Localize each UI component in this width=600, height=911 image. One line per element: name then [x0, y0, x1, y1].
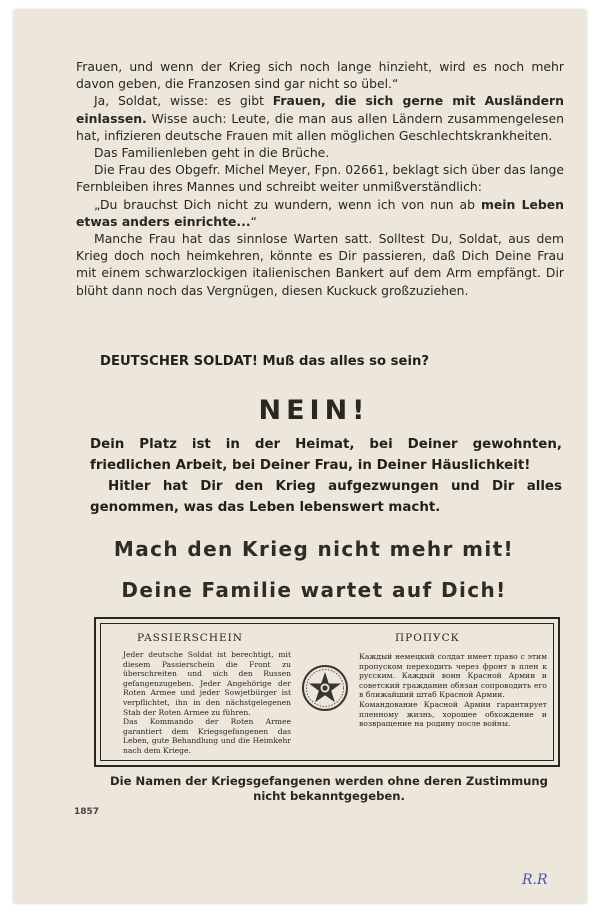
pass-title-russian: ПРОПУСК [395, 632, 460, 644]
quoted-letter: „Du brauchst Dich nicht zu wundern, wenn ich von nun ab mein Leben etwas anders einrichte...“ [76, 196, 564, 229]
slogan-krieg: Mach den Krieg nicht mehr mit! [113, 537, 515, 561]
red-army-emblem-icon [301, 664, 349, 712]
emphasis-leben: mein Leben etwas anders einrichte... [76, 196, 564, 229]
pass-text-russian: Каждый немецкий солдат имеет право с этим пропуском переходить через фронт в плен к русским. Каждый воин Красной Армии и советский гражданин обязан сопроводить его в ближайший штаб Красной Армии. Командование Красной Армии гарантирует пленному жизнь, хорошее обхождение и возвращение на родину после войны. [359, 652, 547, 729]
pass-title-german: PASSIERSCHEIN [137, 632, 243, 644]
prisoner-notice: Die Namen der Kriegsgefangenen werden ohne deren Zustimmung nicht bekanntgegeben. [110, 774, 548, 803]
question-heading: DEUTSCHER SOLDAT! Muß das alles so sein? [100, 354, 430, 369]
leaflet-code: 1857 [74, 807, 100, 817]
paragraph-frauen: Frauen, und wenn der Krieg sich noch lange hinzieht, wird es noch mehr davon geben, die Franzosen sind gar nicht so übel.“ [76, 59, 564, 92]
safe-conduct-pass [94, 617, 560, 767]
leaflet-sheet [14, 10, 586, 903]
appeal-hitler: Hitler hat Dir den Krieg aufgezwungen und Dir alles genommen, was das Leben lebenswert macht. [90, 479, 562, 515]
ink-annotation: R.R [522, 872, 548, 888]
pass-inner-border [100, 623, 554, 761]
nein-heading: NEIN! [258, 395, 370, 426]
slogan-familie: Deine Familie wartet auf Dich! [121, 578, 507, 602]
paragraph-meyer: Die Frau des Obgefr. Michel Meyer, Fpn. 02661, beklagt sich über das lange Fernbleiben ihres Mannes und schreibt weiter unmißverständlich: [76, 162, 564, 195]
paragraph-kuckuck: Manche Frau hat das sinnlose Warten satt. Solltest Du, Soldat, aus dem Krieg doch noch heimkehren, könnte es Dir passieren, daß Dich Deine Frau mit einem schwarzlockigen italienischen Bankert auf dem Arm empfängt. Dir blüht dann noch das Vergnügen, diesen Kuckuck großzuziehen. [76, 231, 564, 298]
paragraph-familienleben: Das Familienleben geht in die Brüche. [94, 145, 330, 161]
appeal-text [90, 434, 562, 518]
pass-text-german: Jeder deutsche Soldat ist berechtigt, mit diesem Passierschein die Front zu überschreiten und sich den Russen gefangenzugeben. Jeder Angehörige der Roten Armee und jeder Sowjetbürger ist verpflichtet, ihn in den nächstgelegenen Stab der Roten Armee zu führen. Das Kommando der Roten Armee garantiert dem Kriegsgefangenen das Leben, gute Behandlung und die Heimkehr nach dem Kriege. [123, 650, 291, 755]
paragraph-auslaender: Ja, Soldat, wisse: es gibt Frauen, die sich gerne mit Ausländern einlassen. Wisse auch: Leute, die man aus allen Ländern zusammengelesen hat, infizieren deutsche Frauen mit allen möglichen Geschlechtskrankheiten. [76, 93, 564, 143]
emphasis-auslaender: Frauen, die sich gerne mit Ausländern einlassen. [76, 93, 564, 126]
body-text [76, 58, 564, 299]
appeal-heimat: Dein Platz ist in der Heimat, bei Deiner gewohnten, friedlichen Arbeit, bei Deiner Frau, in Deiner Häuslichkeit! [90, 437, 562, 473]
